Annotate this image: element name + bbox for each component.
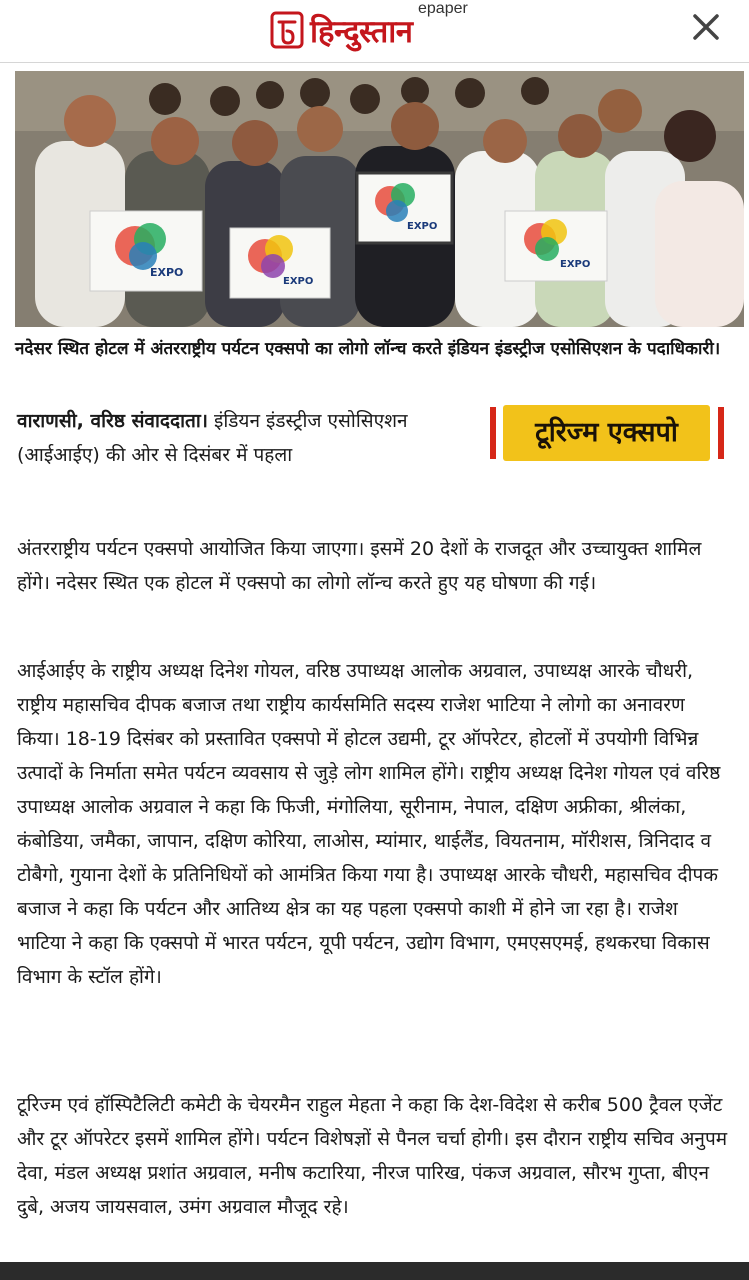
epaper-header <box>0 0 749 63</box>
brand-name: हिन्दुस्तान <box>310 14 413 50</box>
lead-text: इंडियन इंडस्ट्रीज एसोसिएशन (आईआईए) की ओर से दिसंबर में पहला <box>17 410 408 466</box>
badge-bar-left <box>490 407 496 459</box>
article-dateline: वाराणसी, वरिष्ठ संवाददाता। <box>17 410 208 432</box>
badge-bar-right <box>718 407 724 459</box>
placard-1-text: EXPO <box>150 266 184 279</box>
article-paragraph: आईआईए के राष्ट्रीय अध्यक्ष दिनेश गोयल, वरिष्ठ उपाध्यक्ष आलोक अग्रवाल, उपाध्यक्ष आरके चौधरी, राष्ट्रीय महासचिव दीपक बजाज तथा राष्ट्रीय कार्यसमिति सदस्य राजेश भाटिया ने लोगो का अनावरण किया। 18-19 दिसंबर को प्रस्तावित एक्सपो में होटल उद्यमी, टूर ऑपरेटर, होटलों में उपयोगी विभिन्न उत्पादों के निर्माता समेत पर्यटन व्यवसाय से जुड़े लोग शामिल होंगे। राष्ट्रीय अध्यक्ष दिनेश गोयल एवं वरिष्ठ उपाध्यक्ष आलोक अग्रवाल ने कहा कि फिजी, मंगोलिया, सूरीनाम, नेपाल, दक्षिण अफ्रीका, श्रीलंका, कंबोडिया, जमैका, जापान, दक्षिण कोरिया, लाओस, म्यांमार, थाईलैंड, वियतनाम, मॉरीशस, त्रिनिदाद व टोबैगो, गुयाना देशों के प्रतिनिधियों को आमंत्रित किया गया है। उपाध्यक्ष आरके चौधरी, महासचिव दीपक बजाज ने कहा कि पर्यटन और आतिथ्य क्षेत्र का यह पहला एक्सपो काशी में होने जा रहा है। राजेश भाटिया ने कहा कि एक्सपो में भारत पर्यटन, यूपी पर्यटन, उद्योग विभाग, एमएसएमई, हथकरघा विकास विभाग के स्टॉल होंगे। <box>17 660 721 988</box>
section-badge <box>490 405 724 461</box>
placard-2-text: EXPO <box>283 276 314 287</box>
badge-label: टूरिज्म एक्सपो <box>535 417 678 448</box>
hindustan-logo[interactable] <box>270 0 490 56</box>
article-paragraph: टूरिज्म एवं हॉस्पिटैलिटी कमेटी के चेयरमैन राहुल मेहता ने कहा कि देश-विदेश से करीब 500 ट्रैवल एजेंट और टूर ऑपरेटर इसमें शामिल होंगे। पर्यटन विशेषज्ञों से पैनल चर्चा होगी। इस दौरान राष्ट्रीय सचिव अनुपम देवा, मंडल अध्यक्ष प्रशांत अग्रवाल, मनीष कटारिया, नीरज पारिख, पंकज अग्रवाल, सौरभ गुप्ता, बीएन दुबे, अजय जायसवाल, उमंग अग्रवाल मौजूद रहे। <box>17 1094 728 1218</box>
article-paragraph: अंतरराष्ट्रीय पर्यटन एक्सपो आयोजित किया जाएगा। इसमें 20 देशों के राजदूत और उच्चायुक्त शामिल होंगे। नदेसर स्थित एक होटल में एक्सपो का लोगो लॉन्च करते हुए यह घोषणा की गई। <box>17 538 702 594</box>
hindustan-emblem-icon <box>270 10 304 50</box>
placard-4-text: EXPO <box>560 259 591 270</box>
close-icon[interactable] <box>689 10 723 44</box>
epaper-label: epaper <box>418 0 468 17</box>
photo-caption: नदेसर स्थित होटल में अंतरराष्ट्रीय पर्यटन एक्सपो का लोगो लॉन्च करते इंडियन इंडस्ट्रीज एसोसिएशन के पदाधिकारी। <box>15 339 721 359</box>
article-photo <box>15 71 744 327</box>
placard-3-text: EXPO <box>407 221 438 232</box>
article-lead <box>17 404 477 472</box>
badge-box <box>503 405 710 461</box>
bottom-nav-bar <box>0 1262 749 1280</box>
